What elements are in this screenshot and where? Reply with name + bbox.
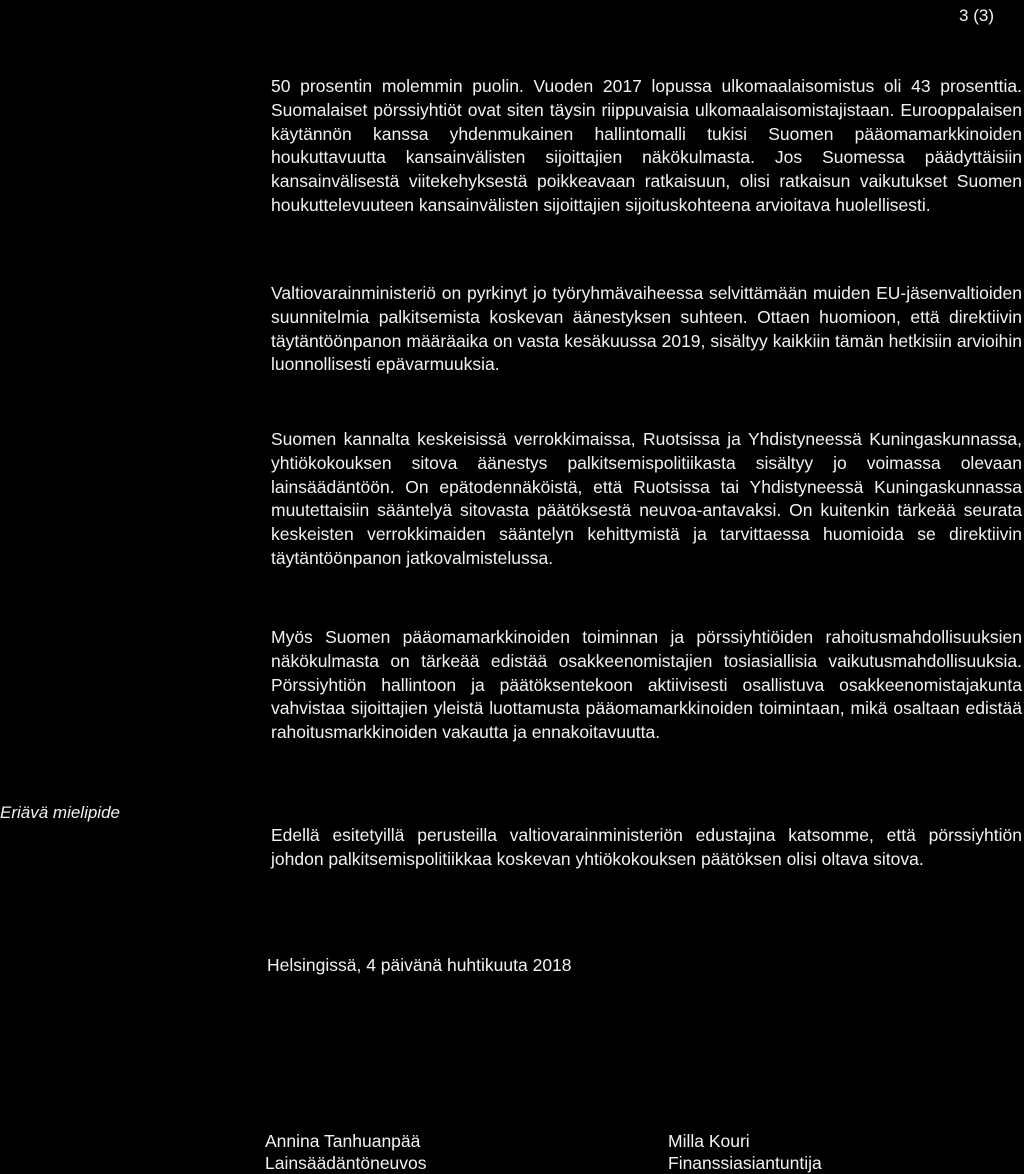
paragraph-3 [271, 428, 1022, 571]
signature-block-2 [668, 1130, 822, 1174]
signatory-title: Finanssiasiantuntija [668, 1153, 822, 1173]
paragraph-5-dissent-statement [271, 824, 1022, 872]
section-label-dissenting-opinion: Eriävä mielipide [0, 803, 120, 822]
paragraph-1 [271, 75, 1022, 218]
paragraph-2 [271, 282, 1022, 377]
paragraph-text: 50 prosentin molemmin puolin. Vuoden 2017 lopussa ulkomaalaisomistus oli 43 prosenttia. Suomalaiset pörssiyhtiöt ovat siten täysin riippuvaisia ulkomaalaisomistajistaan. Eurooppalaisen käytännön kanssa yhdenmukainen hallintomalli tukisi Suomen pääomamarkkinoiden houkuttavuutta kansainvälisten sijoittajien näkökulmasta. Jos Suomessa päädyttäisiin kansainvälisestä viitekehyksestä poikkeavaan ratkaisuun, olisi ratkaisun vaikutukset Suomen houkuttelevuuteen kansainvälisten sijoittajien sijoituskohteena arvioitava huolellisesti. [271, 76, 1022, 215]
paragraph-text: Edellä esitetyillä perusteilla valtiovarainministeriön edustajina katsomme, että pörssiyhtiön johdon palkitsemispolitiikkaa koskevan yhtiökokouksen päätöksen olisi oltava sitova. [271, 825, 1022, 869]
paragraph-4 [271, 626, 1022, 745]
place-and-date: Helsingissä, 4 päivänä huhtikuuta 2018 [267, 955, 572, 975]
paragraph-text: Suomen kannalta keskeisissä verrokkimaissa, Ruotsissa ja Yhdistyneessä Kuningaskunnassa, yhtiökokouksen sitova äänestys palkitsemispolitiikasta sisältyy jo voimassa olevaan lainsäädäntöön. On epätodennäköistä, että Ruotsissa tai Yhdistyneessä Kuningaskunnassa muutettaisiin sääntelyä sitovasta päätöksestä neuvoa-antavaksi. On kuitenkin tärkeää seurata keskeisten verrokkimaiden sääntelyn kehittymistä ja tarvittaessa huomioida se direktiivin täytäntöönpanon jatkovalmistelussa. [271, 429, 1022, 568]
signature-block-1 [265, 1130, 427, 1174]
signatory-title: Lainsäädäntöneuvos [265, 1153, 427, 1173]
paragraph-text: Valtiovarainministeriö on pyrkinyt jo työryhmävaiheessa selvittämään muiden EU-jäsenvaltioiden suunnitelmia palkitsemista koskevan äänestyksen suhteen. Ottaen huomioon, että direktiivin täytäntöönpanon määräaika on vasta kesäkuussa 2019, sisältyy kaikkiin tämän hetkisiin arvioihin luonnollisesti epävarmuuksia. [271, 283, 1022, 375]
paragraph-text: Myös Suomen pääomamarkkinoiden toiminnan ja pörssiyhtiöiden rahoitusmahdollisuuksien näkökulmasta on tärkeää edistää osakkeenomistajien tosiasiallisia vaikutusmahdollisuuksia. Pörssiyhtiön hallintoon ja päätöksentekoon aktiivisesti osallistuva osakkeenomistajakunta vahvistaa sijoittajien yleistä luottamusta pääomamarkkinoiden toimintaan, mikä osaltaan edistää rahoitusmarkkinoiden vakautta ja ennakoitavuutta. [271, 627, 1022, 743]
signatory-name: Annina Tanhuanpää [265, 1131, 421, 1151]
page-number: 3 (3) [959, 6, 994, 25]
signatory-name: Milla Kouri [668, 1131, 750, 1151]
